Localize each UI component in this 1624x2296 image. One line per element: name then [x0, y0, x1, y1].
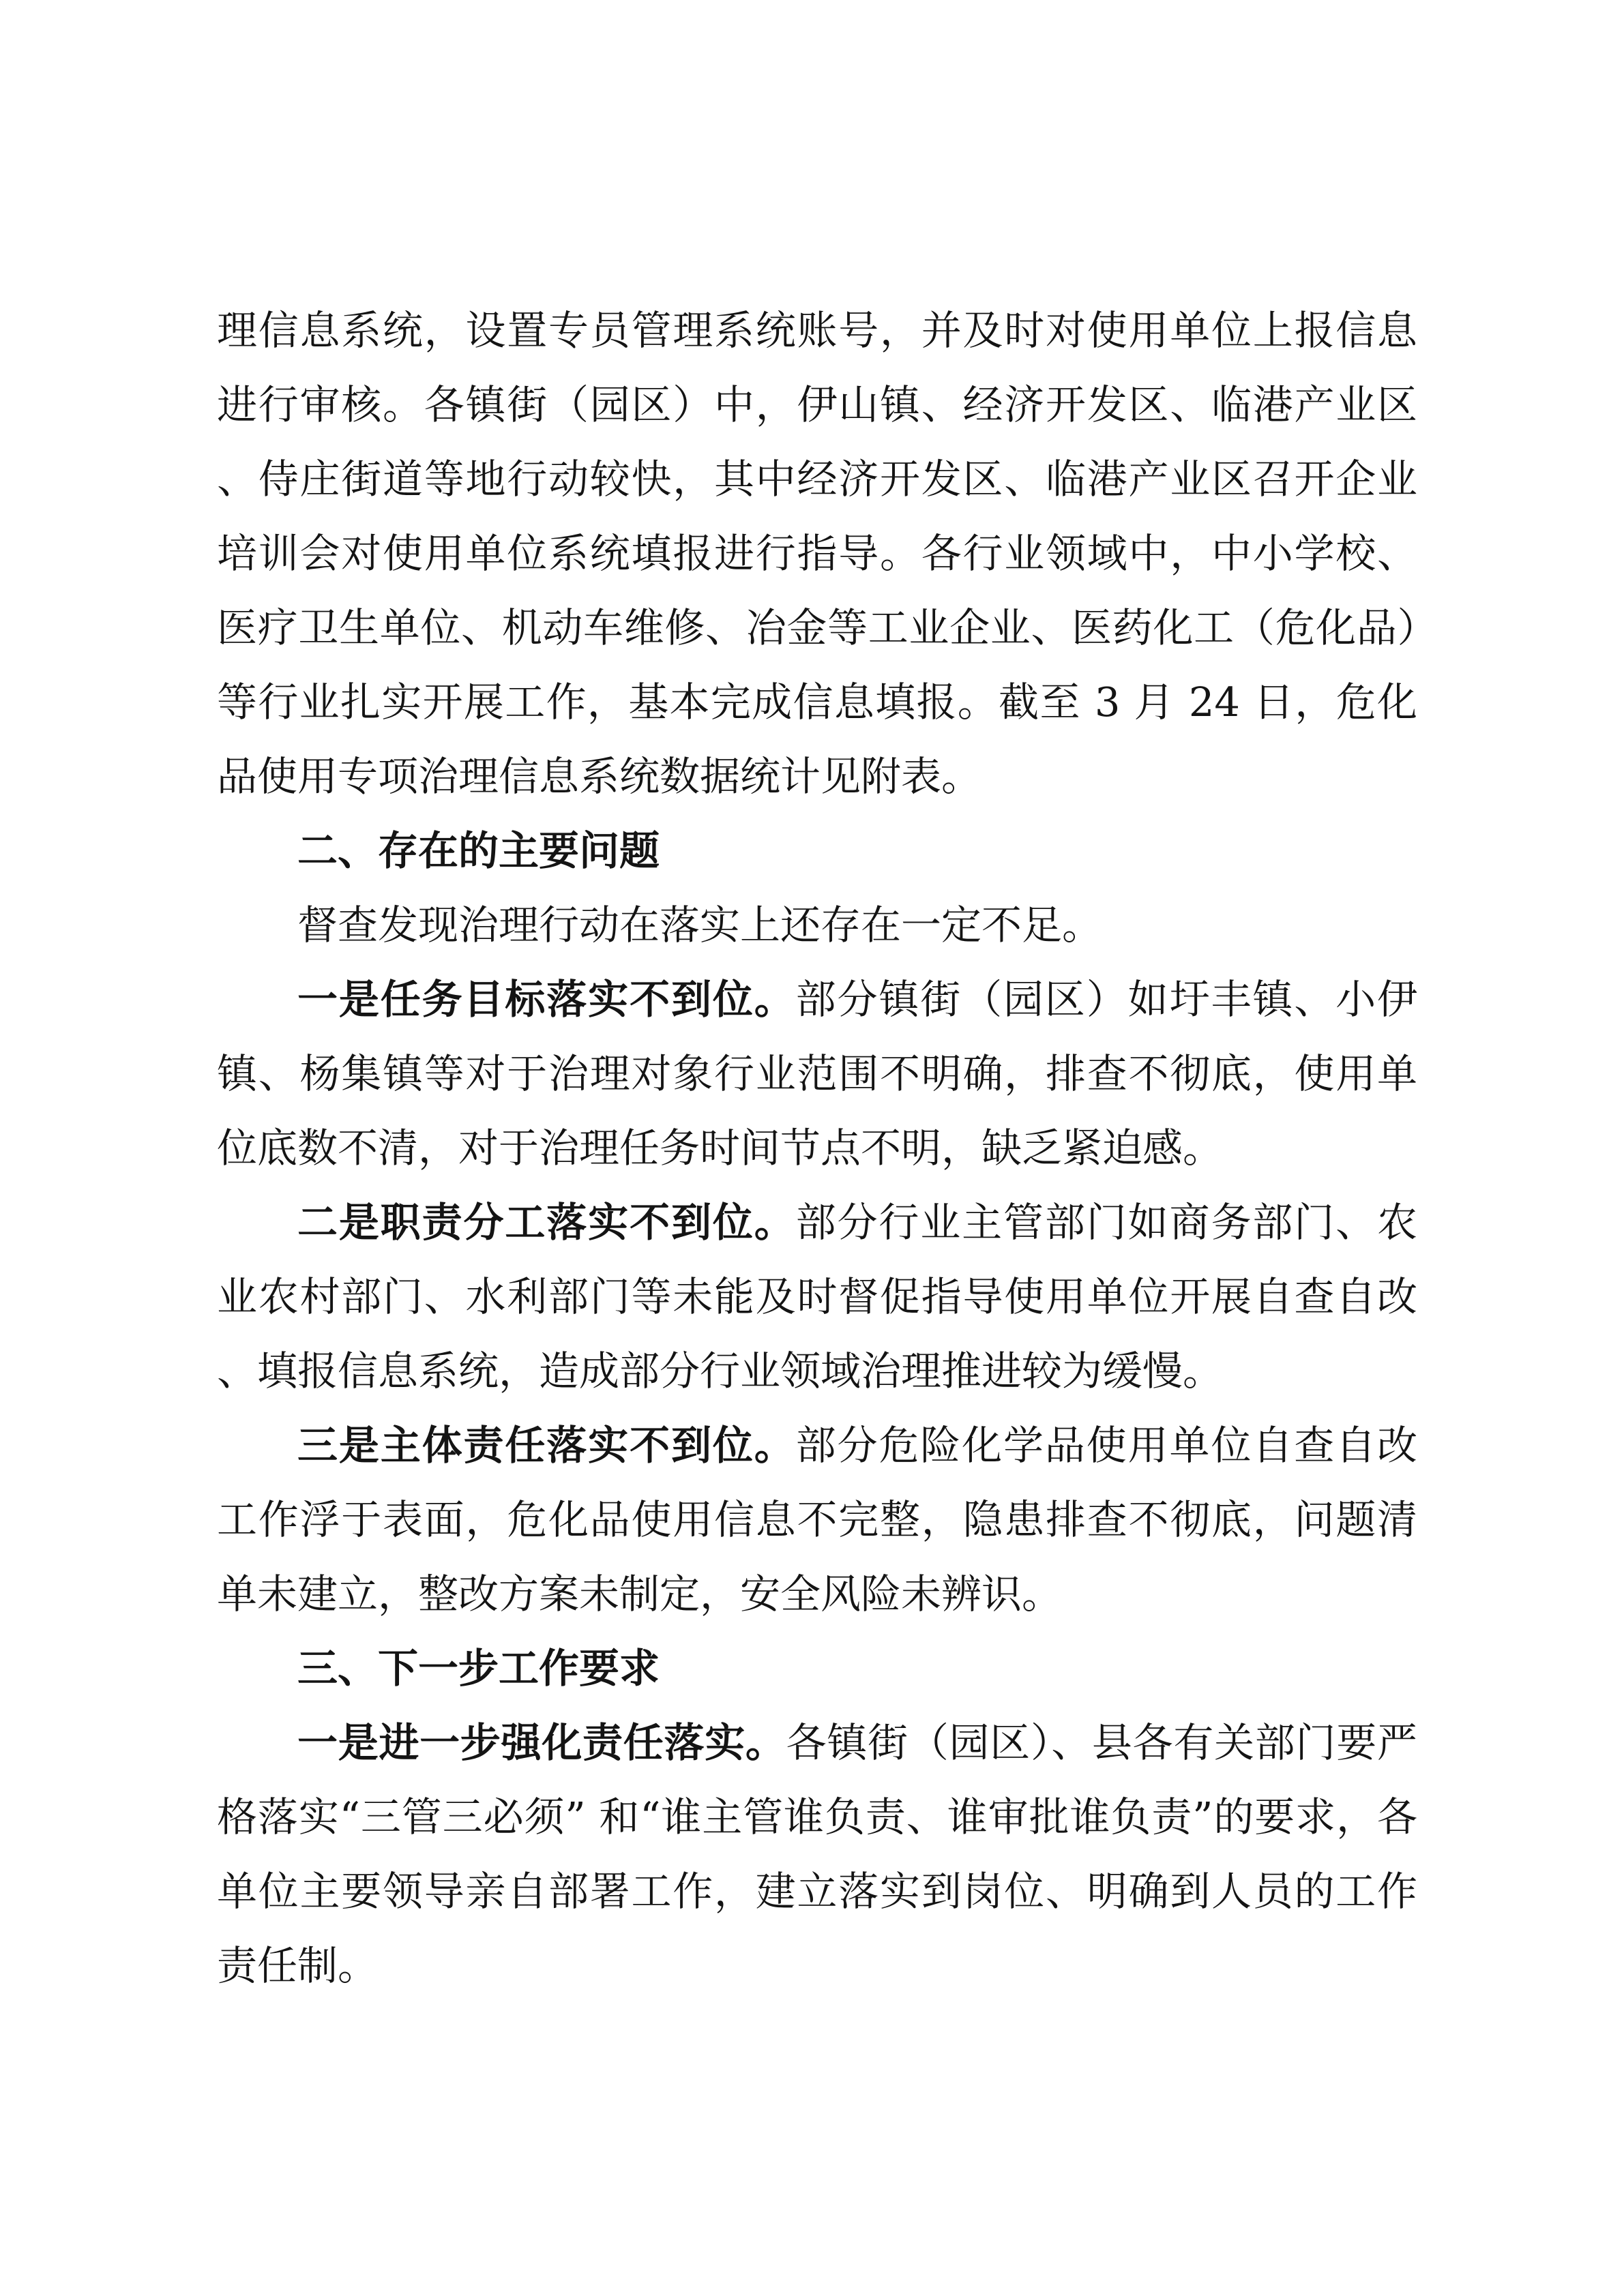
issue-paragraph-task-targets: [217, 962, 1417, 1185]
issues-intro-paragraph: 督查发现治理行动在落实上还存在一定不足。: [297, 901, 1103, 949]
issue-paragraph-responsibilities: [217, 1185, 1417, 1408]
issue-lead-responsibilities: 二是职责分工落实不到位。: [297, 1199, 796, 1246]
continuation-paragraph: 理信息系统，设置专员管理系统账号，并及时对使用单位上报信息进行审核。各镇街（园区）中，伊山镇、经济开发区、临港产业区、侍庄街道等地行动较快，其中经济开发区、临港产业区召开企业培训会对使用单位系统填报进行指导。各行业领域中，中小学校、医疗卫生单位、机动车维修、冶金等工业企业、医药化工（危化品）等行业扎实开展工作，基本完成信息填报。截至 3 月 24 日，危化品使用专项治理信息系统数据统计见附表。: [217, 307, 1417, 800]
issue-lead-main-responsibility: 三是主体责任落实不到位。: [297, 1422, 796, 1469]
section-heading-next-steps: 三、下一步工作要求: [297, 1645, 660, 1692]
requirement-lead-accountability: 一是进一步强化责任落实。: [297, 1719, 786, 1766]
issue-paragraph-main-responsibility: [217, 1408, 1417, 1631]
issue-body-responsibilities: 部分行业主管部门如商务部门、农业农村部门、水利部门等未能及时督促指导使用单位开展自查自改、填报信息系统，造成部分行业领域治理推进较为缓慢。: [217, 1199, 1417, 1395]
requirement-body-accountability: 各镇街（园区）、县各有关部门要严格落实“三管三必须” 和“谁主管谁负责、谁审批谁负责”的要求，各单位主要领导亲自部署工作，建立落实到岗位、明确到人员的工作责任制。: [217, 1719, 1417, 1989]
section-heading-issues: 二、存在的主要问题: [297, 827, 660, 874]
issue-lead-task-targets: 一是任务目标落实不到位。: [297, 976, 796, 1023]
issue-body-main-responsibility: 部分危险化学品使用单位自查自改工作浮于表面，危化品使用信息不完整，隐患排查不彻底，问题清单未建立，整改方案未制定，安全风险未辨识。: [217, 1422, 1417, 1617]
requirement-paragraph-accountability: [217, 1705, 1417, 2003]
document-body: [217, 293, 1417, 2003]
issue-body-task-targets: 部分镇街（园区）如圩丰镇、小伊镇、杨集镇等对于治理对象行业范围不明确，排查不彻底，使用单位底数不清，对于治理任务时间节点不明，缺乏紧迫感。: [217, 976, 1417, 1172]
